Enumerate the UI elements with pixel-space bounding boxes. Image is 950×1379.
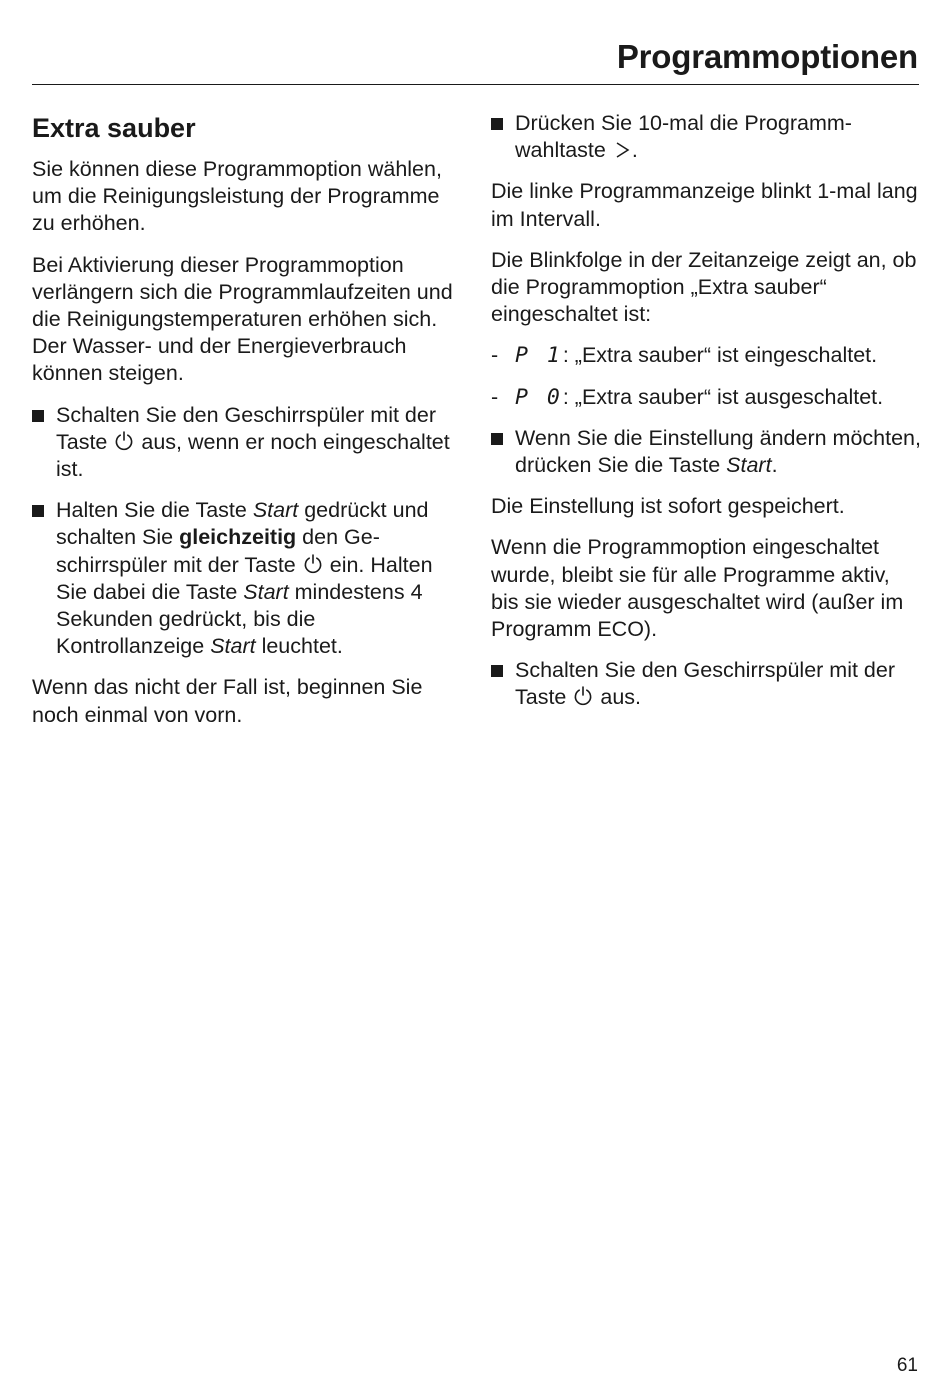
paragraph-activation-effects: Bei Aktivierung dieser Programmoption verlängern sich die Programmlaufzeiten und die Reinigungstemperaturen erhöhen sich. Der Wasser- und der Energieverbrauch können steigen. (32, 252, 453, 386)
bullet-square-icon (491, 665, 503, 677)
dash-marker: - (491, 343, 499, 368)
paragraph-blink-sequence: Die Blinkfolge in der Zeitanzeige zeigt an, ob die Programmoption „Extra sauber“ eingeschaltet ist: (491, 247, 917, 327)
instruction-text: mindestens 4 Sekunden gedrückt, bis die Kontrollanzeige (56, 579, 423, 659)
paragraph-saved: Die Einstellung ist sofort gespeichert. (491, 494, 845, 519)
bullet-square-icon (491, 118, 503, 130)
start-key-label: Start (726, 453, 772, 478)
paragraph-active-all-programs: Wenn die Programmoption eingeschaltet wurde, bleibt sie für alle Programme aktiv, bis sie wieder ausgeschaltet wird (außer im Programm ECO). (491, 535, 904, 642)
section-title: Extra sauber (32, 113, 196, 143)
instruction-text: ein. Halten Sie dabei die Taste (56, 552, 433, 604)
instruction-text: . (631, 138, 638, 163)
status-text: : „Extra sauber“ ist ausgeschaltet. (562, 384, 884, 409)
paragraph-display-blink: Die linke Programmanzeige blinkt 1-mal lang im Intervall. (491, 179, 918, 231)
instruction-final-switch-off (491, 657, 921, 711)
right-column (491, 110, 921, 726)
instruction-text: Drücken Sie 10-mal die Programmwahltaste (515, 111, 852, 163)
display-code: P 0 (515, 384, 563, 410)
paragraph-intro: Sie können diese Programmoption wählen, um die Reinigungsleistung der Programme zu erhöhen. (32, 157, 442, 236)
instruction-text: Schalten Sie den Geschirrspüler mit der Taste (56, 402, 437, 454)
status-item-on (491, 342, 921, 369)
instruction-switch-off (32, 402, 462, 484)
dash-marker: - (491, 384, 499, 409)
power-icon (572, 685, 594, 707)
power-icon (302, 553, 324, 575)
page-header-title: Programmoptionen (616, 38, 918, 75)
start-key-label: Start (210, 634, 256, 659)
bullet-square-icon (32, 410, 44, 422)
bullet-square-icon (32, 505, 44, 517)
instruction-text: Schalten Sie den Geschirrspüler mit der Taste (515, 658, 896, 710)
start-key-label: Start (243, 579, 289, 604)
start-key-label: Start (252, 498, 299, 523)
instruction-text: aus. (600, 685, 641, 710)
chevron-right-icon (614, 141, 630, 159)
instruction-text: Halten Sie die Taste (56, 498, 253, 523)
instruction-text: . (771, 453, 778, 478)
paragraph-retry: Wenn das nicht der Fall ist, beginnen Sie noch einmal von vorn. (32, 675, 423, 727)
status-text: : „Extra sauber“ ist eingeschaltet. (562, 343, 878, 368)
power-icon (113, 430, 135, 452)
instruction-hold-start (32, 497, 462, 660)
bullet-square-icon (491, 433, 503, 445)
status-item-off (491, 384, 921, 411)
instruction-text: Wenn Sie die Einstellung ändern möchten, drücken Sie die Taste (515, 425, 921, 478)
instruction-text: aus, wenn er noch eingeschaltet ist. (56, 429, 450, 482)
instruction-change-setting (491, 425, 921, 479)
header-divider (32, 84, 919, 85)
instruction-press-selector (491, 110, 921, 164)
emphasis-text: gleichzeitig (179, 525, 297, 550)
left-column (32, 110, 462, 743)
instruction-text: leuchtet. (255, 634, 343, 659)
instruction-text: gedrückt und schalten Sie (56, 498, 429, 550)
display-code: P 1 (515, 343, 563, 369)
page-number: 61 (896, 1355, 918, 1376)
instruction-text: den Geschirrspüler mit der Taste (56, 525, 380, 577)
